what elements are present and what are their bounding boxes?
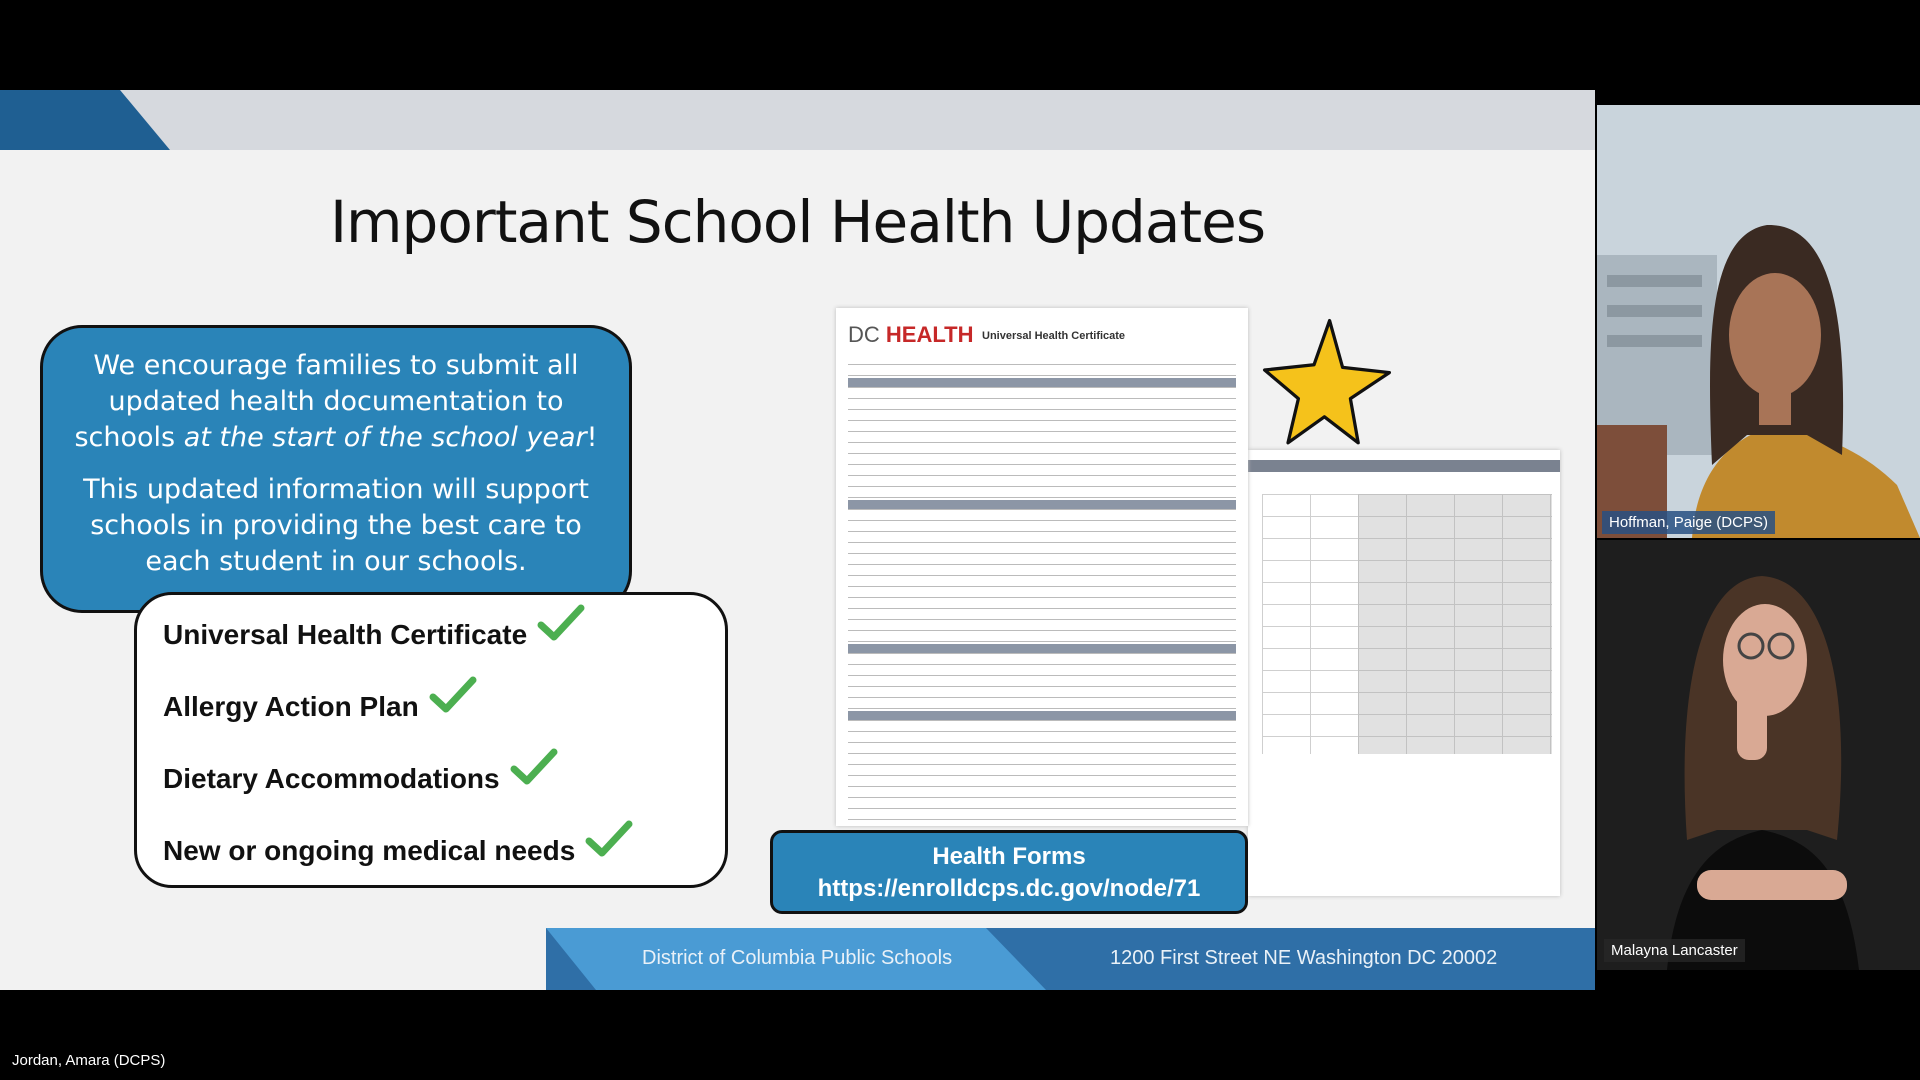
presentation-slide <box>0 90 1595 990</box>
slide-top-bar <box>0 90 1595 150</box>
footer-address: 1200 First Street NE Washington DC 20002 <box>1110 947 1498 969</box>
form-back-page <box>1248 450 1560 896</box>
self-view-name-label: Jordan, Amara (DCPS) <box>12 1052 166 1069</box>
slide-top-accent <box>0 90 170 150</box>
health-forms-title: Health Forms <box>932 843 1086 870</box>
checklist-item: New or ongoing medical needs <box>163 827 633 867</box>
checkmark-icon <box>429 675 477 715</box>
participant-video-tile[interactable] <box>1597 105 1920 538</box>
participant-video-feed <box>1597 105 1920 538</box>
health-forms-url[interactable]: https://enrolldcps.dc.gov/node/71 <box>817 875 1201 902</box>
form-rows <box>848 356 1236 822</box>
health-certificate-form <box>836 308 1248 826</box>
checkmark-icon <box>537 603 585 643</box>
participant-name-tag: Malayna Lancaster <box>1604 939 1745 962</box>
checklist-item: Allergy Action Plan <box>163 683 477 723</box>
checkmark-icon <box>585 819 633 859</box>
health-forms-link-box[interactable] <box>770 830 1248 914</box>
footer-org-name: District of Columbia Public Schools <box>642 947 953 969</box>
slide-footer <box>546 928 1595 990</box>
slide-title: Important School Health Updates <box>329 188 1266 256</box>
bubble-paragraph-1: We encourage families to submit all updated health documentation to schools at the start of the school year! <box>74 350 598 453</box>
checklist-item: Dietary Accommodations <box>163 755 558 795</box>
checklist-item: Universal Health Certificate <box>163 611 585 651</box>
info-bubble <box>40 325 632 613</box>
form-subtitle: Universal Health Certificate <box>982 330 1126 342</box>
star-icon <box>1262 318 1392 448</box>
checkmark-icon <box>510 747 558 787</box>
dc-health-logo: DC HEALTH <box>848 322 974 347</box>
participant-name-tag: Hoffman, Paige (DCPS) <box>1602 511 1775 534</box>
checklist-card <box>134 592 728 888</box>
participant-video-feed <box>1597 540 1920 970</box>
bubble-paragraph-2: This updated information will support schools in providing the best care to each student in our schools. <box>83 474 589 577</box>
interpreter-video-tile[interactable] <box>1597 540 1920 970</box>
